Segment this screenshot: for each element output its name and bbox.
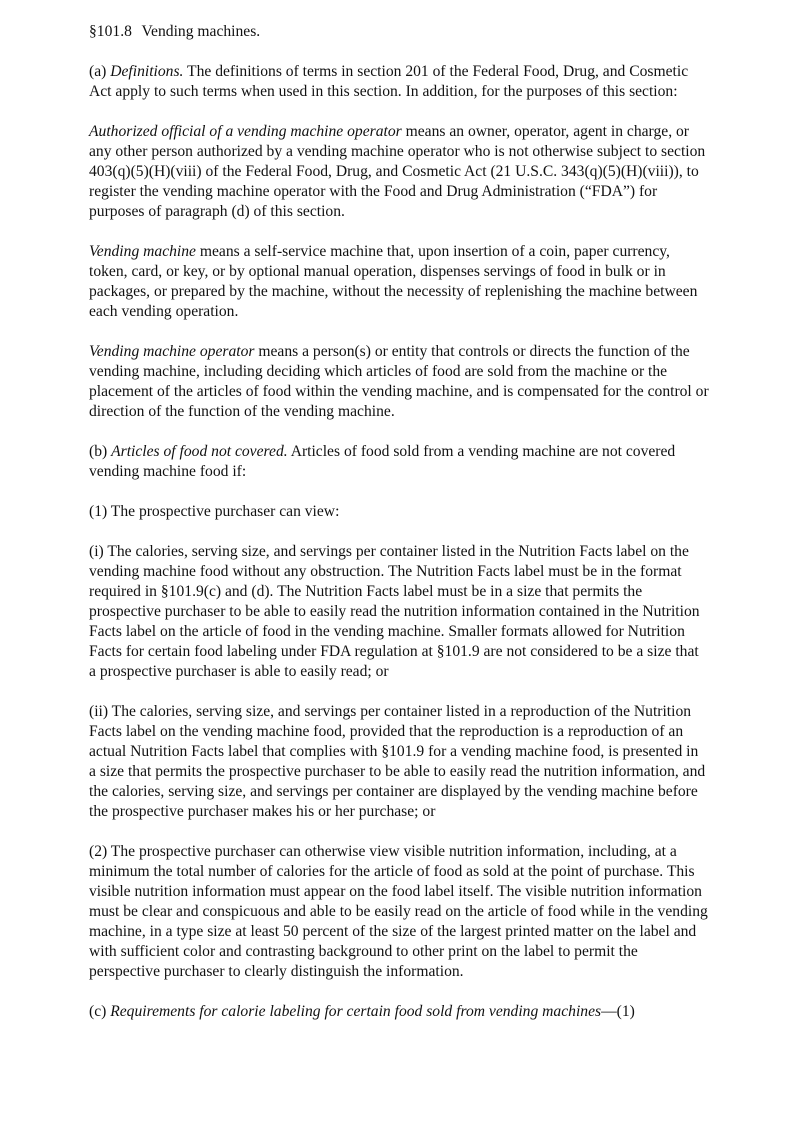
definition-text: means a person(s) or entity that controls or directs the function of the vending machine, including deciding which articles of food are sold from the machine or the placement of the articles of food within the vending machine, and is compensated for the control or direction of the function of the vending machine. xyxy=(89,343,709,420)
paragraph-b xyxy=(89,442,709,482)
section-title: Vending machines. xyxy=(141,23,261,40)
definition-vending-machine xyxy=(89,242,709,322)
section-number: §101.8 xyxy=(89,23,132,40)
definition-term: Authorized official of a vending machine operator xyxy=(89,123,402,140)
paragraph-b-heading: Articles of food not covered. xyxy=(111,443,288,460)
paragraph-c-tail: —(1) xyxy=(601,1003,635,1020)
paragraph-c-lead: (c) xyxy=(89,1003,107,1020)
paragraph-b1-ii: (ii) The calories, serving size, and servings per container listed in a reproduction of the Nutrition Facts label on the vending machine food, provided that the reproduction is a reproduction of an actual Nutrition Facts label that complies with §101.9 for a vending machine food, is presented in a size that permits the prospective purchaser to be able to easily read the nutrition information, and the calories, serving size, and servings per container are displayed by the vending machine before the prospective purchaser makes his or her purchase; or xyxy=(89,703,706,820)
definition-term: Vending machine xyxy=(89,243,196,260)
paragraph-c-heading: Requirements for calorie labeling for certain food sold from vending machines xyxy=(110,1003,602,1020)
paragraph-a-lead: (a) xyxy=(89,63,107,80)
definition-vending-machine-operator xyxy=(89,342,709,422)
paragraph-a-text: The definitions of terms in section 201 of the Federal Food, Drug, and Cosmetic Act apply to such terms when used in this section. In addition, for the purposes of this section: xyxy=(89,63,689,100)
paragraph-b-lead: (b) xyxy=(89,443,108,460)
paragraph-a-heading: Definitions. xyxy=(110,63,184,80)
section-heading xyxy=(89,22,709,42)
paragraph-c xyxy=(89,1002,709,1022)
document-page xyxy=(89,22,709,1022)
paragraph-b2: (2) The prospective purchaser can otherwise view visible nutrition information, including, at a minimum the total number of calories for the article of food as sold at the point of purchase. This visible nutrition information must appear on the food label itself. The visible nutrition information must be clear and conspicuous and able to be easily read on the article of food while in the vending machine, in a type size at least 50 percent of the size of the largest printed matter on the label and with sufficient color and contrasting background to other print on the label to permit the perspective purchaser to clearly distinguish the information. xyxy=(89,843,708,980)
paragraph-a xyxy=(89,62,709,102)
definition-text: means an owner, operator, agent in charge, or any other person authorized by a vending machine operator who is not otherwise subject to section 403(q)(5)(H)(viii) of the Federal Food, Drug, and Cosmetic Act (21 U.S.C. 343(q)(5)(H)(viii)), to register the vending machine operator with the Food and Drug Administration (“FDA”) for purposes of paragraph (d) of this section. xyxy=(89,123,706,220)
paragraph-b-text: Articles of food sold from a vending machine are not covered vending machine food if: xyxy=(89,443,676,480)
definition-text: means a self-service machine that, upon insertion of a coin, paper currency, token, card, or key, or by optional manual operation, dispenses servings of food in bulk or in packages, or prepared by the machine, without the necessity of replenishing the machine between each vending operation. xyxy=(89,243,698,320)
paragraph-b1-i: (i) The calories, serving size, and servings per container listed in the Nutrition Facts label on the vending machine food without any obstruction. The Nutrition Facts label must be in the format required in §101.9(c) and (d). The Nutrition Facts label must be in a size that permits the prospective purchaser to be able to easily read the nutrition information contained in the Nutrition Facts label on the article of food in the vending machine. Smaller formats allowed for Nutrition Facts for certain food labeling under FDA regulation at §101.9 are not considered to be a size that a prospective purchaser is able to easily read; or xyxy=(89,543,700,680)
definition-authorized-official xyxy=(89,122,709,222)
paragraph-b1: (1) The prospective purchaser can view: xyxy=(89,503,340,520)
definition-term: Vending machine operator xyxy=(89,343,255,360)
